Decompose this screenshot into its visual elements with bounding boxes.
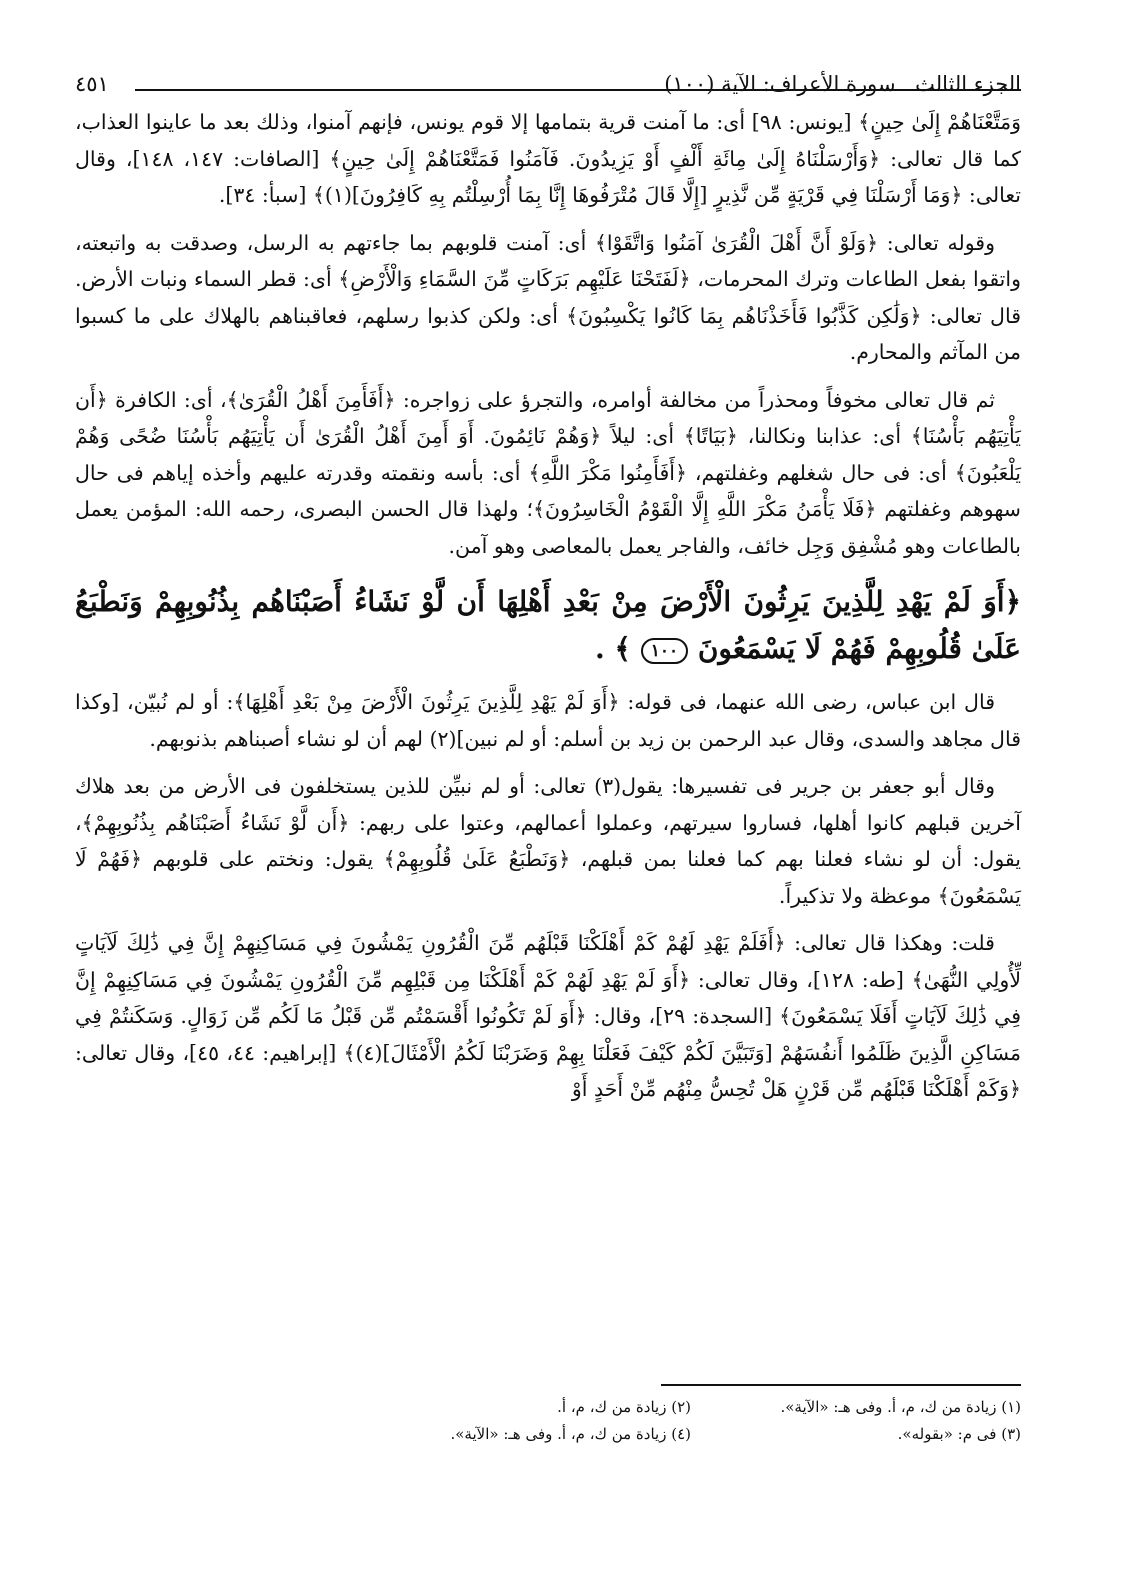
paragraph: وَمَتَّعْنَاهُمْ إِلَىٰ حِينٍ﴾ [يونس: ٩٨] أى: ما آمنت قرية بتمامها إلا قوم يونس، فإنهم آمنوا، وذلك بعد ما عاينوا العذاب، كما قال تعالى: ﴿وَأَرْسَلْنَاهُ إِلَىٰ مِائَةِ أَلْفٍ أَوْ يَزِيدُونَ. فَآمَنُوا فَمَتَّعْنَاهُمْ إِلَىٰ حِينٍ﴾ [الصافات: ١٤٧، ١٤٨]، وقال تعالى: ﴿وَمَا أَرْسَلْنَا فِي قَرْيَةٍ مِّن نَّذِيرٍ [إِلَّا قَالَ مُتْرَفُوهَا إِنَّا بِمَا أُرْسِلْتُم بِهِ كَافِرُونَ](١)﴾ [سبأ: ٣٤]. [75, 110, 1022, 207]
footnote-item: (٣) فى م: «بقوله». [897, 1425, 1021, 1443]
footnote-item: (١) زيادة من ك، م، أ. وفى هـ: «الآية». [780, 1398, 1021, 1416]
running-header [75, 58, 1021, 104]
footnote-item: (٤) زيادة من ك، م، أ. وفى هـ: «الآية». [450, 1425, 691, 1443]
verse-text: ﴿أَوَ لَمْ يَهْدِ لِلَّذِينَ يَرِثُونَ الْأَرْضَ مِنْ بَعْدِ أَهْلِهَا أَن لَّوْ نَشَاءُ أَصَبْنَاهُم بِذُنُوبِهِمْ وَنَطْبَعُ عَلَىٰ قُلُوبِهِمْ فَهُمْ لَا يَسْمَعُونَ [75, 585, 1021, 665]
footnote-item: (٢) زيادة من ك، م، أ. [557, 1398, 691, 1416]
paragraph: قلت: وهكذا قال تعالى: ﴿أَفَلَمْ يَهْدِ لَهُمْ كَمْ أَهْلَكْنَا قَبْلَهُم مِّنَ الْقُرُونِ يَمْشُونَ فِي مَسَاكِنِهِمْ إِنَّ فِي ذَٰلِكَ لَآيَاتٍ لِّأُولِي النُّهَىٰ﴾ [طه: ١٢٨]، وقال تعالى: ﴿أَوَ لَمْ يَهْدِ لَهُمْ كَمْ أَهْلَكْنَا مِن قَبْلِهِم مِّنَ الْقُرُونِ يَمْشُونَ فِي مَسَاكِنِهِمْ إِنَّ فِي ذَٰلِكَ لَآيَاتٍ أَفَلَا يَسْمَعُونَ﴾ [السجدة: ٢٩]، وقال: ﴿أَوَ لَمْ تَكُونُوا أَقْسَمْتُم مِّن قَبْلُ مَا لَكُم مِّن زَوَالٍ. وَسَكَنتُمْ فِي مَسَاكِنِ الَّذِينَ ظَلَمُوا أَنفُسَهُمْ [وَتَبَيَّنَ لَكُمْ كَيْفَ فَعَلْنَا بِهِمْ وَضَرَبْنَا لَكُمُ الْأَمْثَالَ](٤)﴾ [إبراهيم: ٤٤، ٤٥]، وقال تعالى: ﴿وَكَمْ أَهْلَكْنَا قَبْلَهُم مِّن قَرْنٍ هَلْ تُحِسُّ مِنْهُم مِّنْ أَحَدٍ أَوْ [75, 931, 1022, 1101]
footnote-rule [661, 1384, 1021, 1386]
paragraph: وقوله تعالى: ﴿وَلَوْ أَنَّ أَهْلَ الْقُرَىٰ آمَنُوا وَاتَّقَوْا﴾ أى: آمنت قلوبهم بما جاءتهم به الرسل، وصدقت به واتبعته، واتقوا بفعل الطاعات وترك المحرمات، ﴿لَفَتَحْنَا عَلَيْهِم بَرَكَاتٍ مِّنَ السَّمَاءِ وَالْأَرْضِ﴾ أى: قطر السماء ونبات الأرض. قال تعالى: ﴿وَلَٰكِن كَذَّبُوا فَأَخَذْنَاهُم بِمَا كَانُوا يَكْسِبُونَ﴾ أى: ولكن كذبوا رسلهم، فعاقبناهم بالهلاك على ما كسبوا من المآثم والمحارم. [75, 230, 1021, 364]
book-page [75, 58, 1021, 1538]
header-title: الجزء الثالث ـ سورة الأعراف: الآية (١٠٠) [658, 72, 1021, 96]
quran-verse [75, 578, 1021, 672]
paragraph: ثم قال تعالى مخوفاً ومحذراً من مخالفة أوامره، والتجرؤ على زواجره: ﴿أَفَأَمِنَ أَهْلُ الْقُرَىٰ﴾، أى: الكافرة ﴿أَن يَأْتِيَهُم بَأْسُنَا﴾ أى: عذابنا ونكالنا، ﴿بَيَاتًا﴾ أى: ليلاً ﴿وَهُمْ نَائِمُونَ. أَوَ أَمِنَ أَهْلُ الْقُرَىٰ أَن يَأْتِيَهُم بَأْسُنَا ضُحًى وَهُمْ يَلْعَبُونَ﴾ أى: فى حال شغلهم وغفلتهم، ﴿أَفَأَمِنُوا مَكْرَ اللَّهِ﴾ أى: بأسه ونقمته وقدرته عليهم وأخذه إياهم فى حال سهوهم وغفلتهم ﴿فَلَا يَأْمَنُ مَكْرَ اللَّهِ إِلَّا الْقَوْمُ الْخَاسِرُونَ﴾؛ ولهذا قال الحسن البصرى، رحمه الله: المؤمن يعمل بالطاعات وهو مُشْفِق وَجِل خائف، والفاجر يعمل بالمعاصى وهو آمن. [75, 387, 1021, 558]
paragraph: قال ابن عباس، رضى الله عنهما، فى قوله: ﴿أَوَ لَمْ يَهْدِ لِلَّذِينَ يَرِثُونَ الْأَرْضَ مِنْ بَعْدِ أَهْلِهَا﴾: أو لم نُبيّن، [وكذا قال مجاهد والسدى، وقال عبد الرحمن بن زيد بن أسلم: أو لم نبين](٢) لهم أن لو نشاء أصبناهم بذنوبهم. [75, 690, 1021, 751]
footnotes [75, 1394, 1021, 1448]
ayah-number-badge: ١٠٠ [641, 638, 688, 664]
header-rule [135, 89, 1021, 91]
paragraph: وقال أبو جعفر بن جرير فى تفسيرها: يقول(٣) تعالى: أو لم نبيِّن للذين يستخلفون فى الأرض من بعد هلاك آخرين قبلهم كانوا أهلها، فساروا سيرتهم، وعملوا أعمالهم، وعتوا على ربهم: ﴿أَن لَّوْ نَشَاءُ أَصَبْنَاهُم بِذُنُوبِهِمْ﴾، يقول: أن لو نشاء فعلنا بهم كما فعلنا بمن قبلهم، ﴿وَنَطْبَعُ عَلَىٰ قُلُوبِهِمْ﴾ يقول: ونختم على قلوبهم ﴿فَهُمْ لَا يَسْمَعُونَ﴾ موعظة ولا تذكيراً. [75, 774, 1021, 908]
page-number: ٤٥١ [75, 72, 117, 96]
verse-closing: ﴾ . [595, 632, 631, 665]
